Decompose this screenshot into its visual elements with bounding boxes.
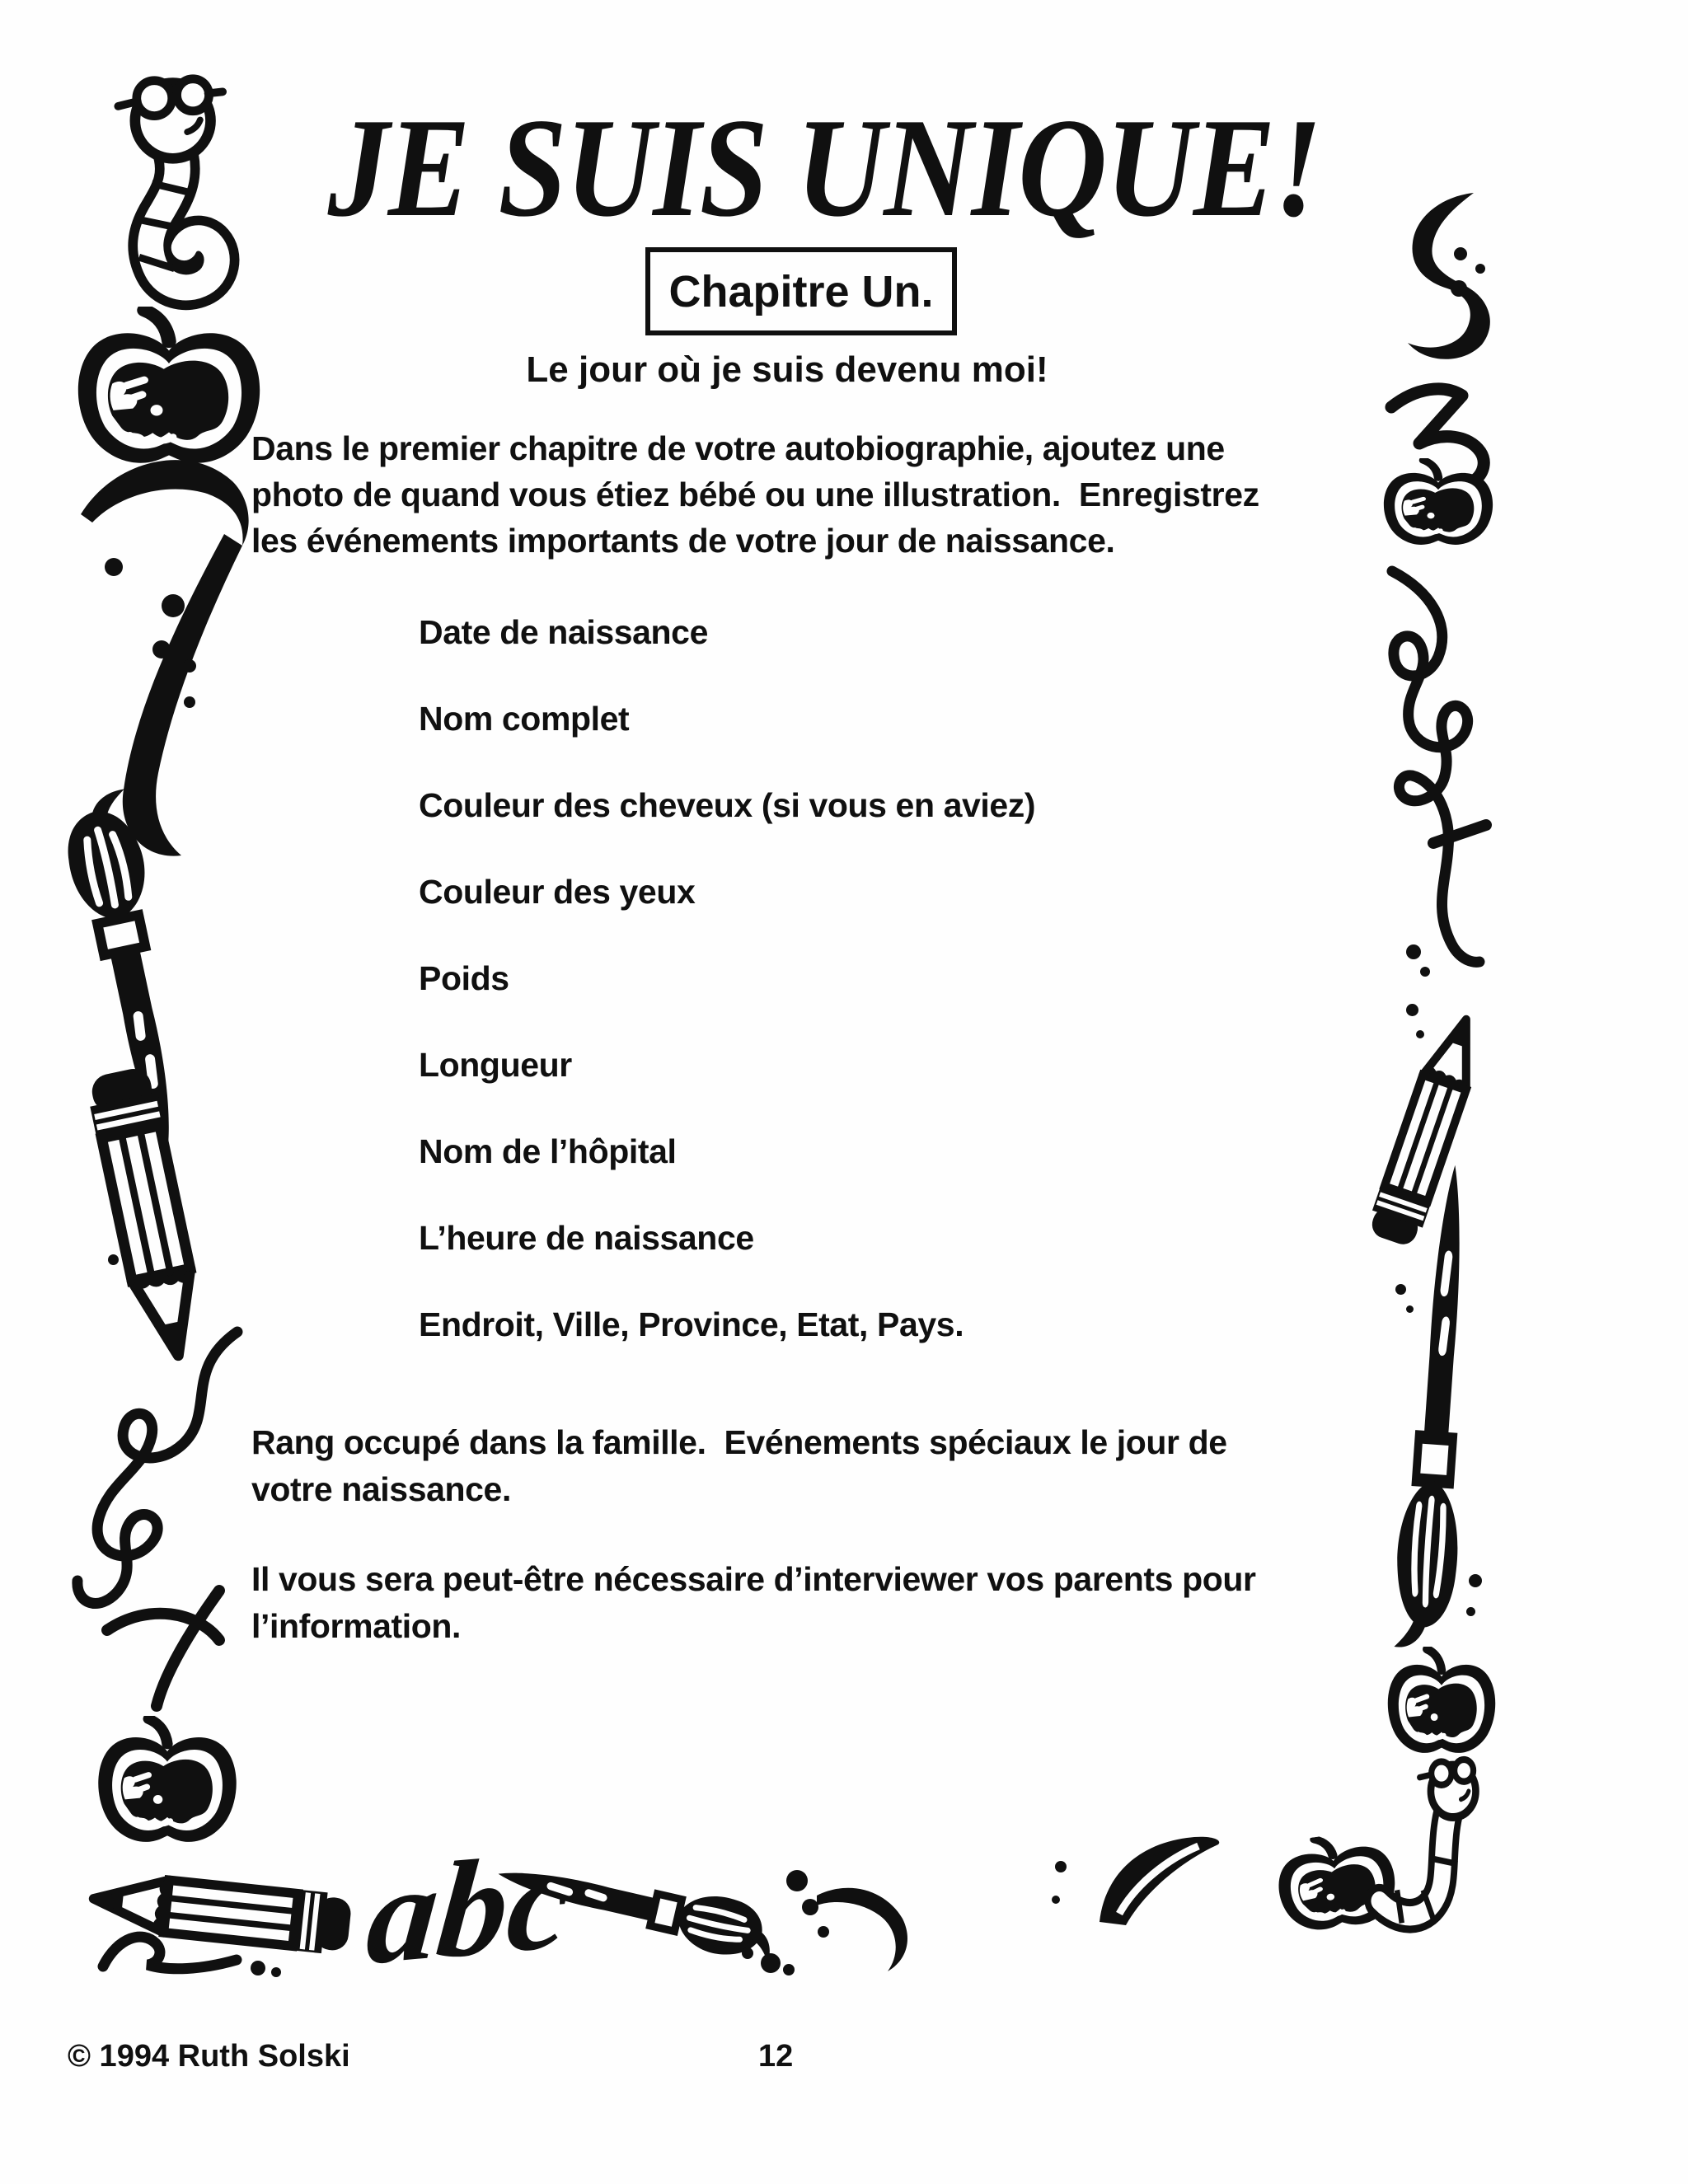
intro-paragraph: [251, 425, 1259, 564]
page-title: JE SUIS UNIQUE!: [327, 90, 1321, 246]
ink-dot: [108, 1254, 119, 1265]
list-item: Poids: [419, 959, 509, 997]
intro-line: les événements importants de votre jour de naissance.: [251, 522, 1115, 560]
intro-line: Dans le premier chapitre de votre autobiographie, ajoutez une: [251, 429, 1225, 467]
ink-dot: [1416, 1030, 1424, 1038]
list-item: Longueur: [419, 1046, 572, 1084]
handwriting-scribble: [1372, 556, 1500, 985]
copyright-notice: © 1994 Ruth Solski: [68, 2039, 350, 2074]
closing-paragraph-2: [251, 1556, 1256, 1650]
ink-dot: [1395, 1284, 1406, 1295]
apple-icon: [1381, 1647, 1503, 1762]
ink-dot: [1406, 1305, 1414, 1313]
ink-dot: [1052, 1896, 1060, 1904]
birth-facts-list: [419, 589, 1035, 1368]
closing1-line: Rang occupé dans la famille. Evénements spéciaux le jour de: [251, 1423, 1227, 1461]
chapter-box: [645, 247, 957, 335]
ink-dot: [1406, 1004, 1418, 1016]
list-item: Couleur des cheveux (si vous en aviez): [419, 786, 1036, 824]
flourish: [1378, 188, 1502, 390]
ink-dot: [128, 1277, 135, 1285]
bookworm-icon: [1362, 1755, 1498, 1941]
list-item: Couleur des yeux: [419, 873, 696, 911]
ink-dots: [738, 1863, 935, 1982]
flourish: [95, 1919, 326, 1986]
abc-script: abc: [361, 1823, 578, 1994]
flourish: [1090, 1831, 1226, 1930]
list-item: Nom complet: [419, 700, 630, 738]
ink-dot: [1055, 1861, 1067, 1872]
list-item: Nom de l’hôpital: [419, 1132, 677, 1170]
chapter-label: Chapitre Un.: [668, 266, 934, 316]
subtitle: Le jour où je suis devenu moi!: [526, 349, 1048, 390]
closing-paragraph-1: [251, 1419, 1227, 1513]
ink-dot: [1466, 1607, 1475, 1616]
bookworm-icon: [59, 71, 265, 328]
handwriting-scribble: [58, 1319, 264, 1722]
intro-line: photo de quand vous étiez bébé ou une illustration. Enregistrez: [251, 476, 1259, 513]
ink-dot: [1469, 1574, 1482, 1587]
list-item: Date de naissance: [419, 613, 708, 651]
page-number: 12: [758, 2039, 794, 2074]
closing1-line: votre naissance.: [251, 1470, 511, 1508]
closing2-line: Il vous sera peut-être nécessaire d’interviewer vos parents pour: [251, 1560, 1256, 1598]
list-item: Endroit, Ville, Province, Etat, Pays.: [419, 1305, 964, 1343]
apple-icon: [89, 1716, 246, 1853]
apple-icon: [1376, 458, 1500, 552]
list-item: L’heure de naissance: [419, 1219, 754, 1257]
closing2-line: l’information.: [251, 1607, 462, 1645]
